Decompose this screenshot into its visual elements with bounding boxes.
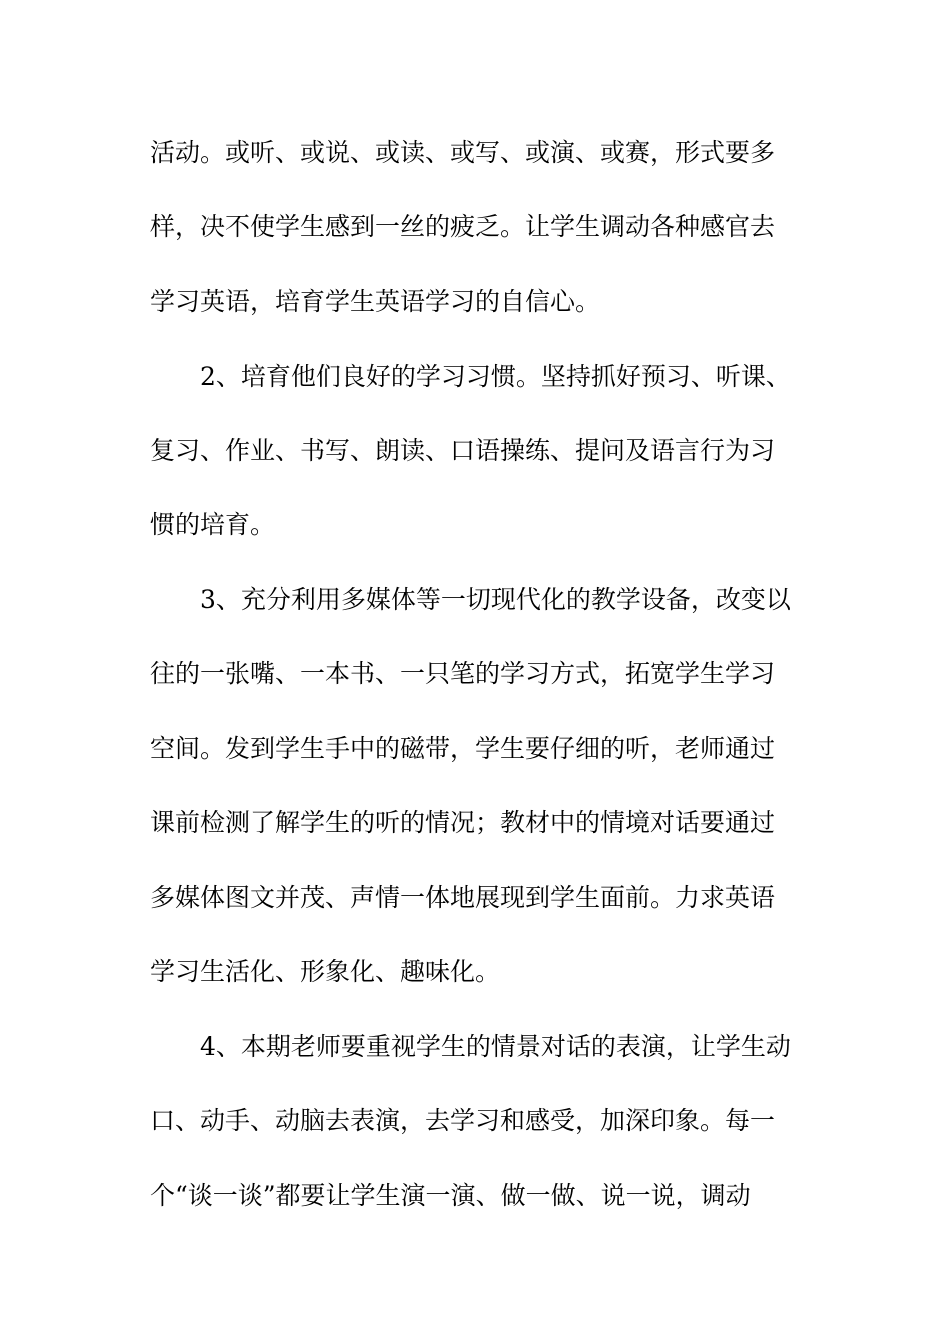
text-line: 学习英语，培育学生英语学习的自信心。 [150,287,601,316]
text-line: 多媒体图文并茂、声情一体地展现到学生面前。力求英语 [150,883,776,912]
text-line: 样，决不使学生感到一丝的疲乏。让学生调动各种感官去 [150,212,776,241]
text-line: 往的一张嘴、一本书、一只笔的学习方式，拓宽学生学习 [150,659,776,688]
text-line: 复习、作业、书写、朗读、口语操练、提问及语言行为习 [150,436,776,465]
text-line: 课前检测了解学生的听的情况；教材中的情境对话要通过 [150,808,776,837]
text-line: 空间。发到学生手中的磁带，学生要仔细的听，老师通过 [150,734,776,763]
text-line: 口、动手、动脑去表演，去学习和感受，加深印象。每一 [150,1106,776,1135]
text-line: 学习生活化、形象化、趣味化。 [150,957,501,986]
text-line: 个“谈一谈”都要让学生演一演、做一做、说一说，调动 [150,1181,751,1210]
paragraph-4-first-line: 4、本期老师要重视学生的情景对话的表演，让学生动 [200,1032,791,1061]
paragraph-2-first-line: 2、培育他们良好的学习习惯。坚持抓好预习、听课、 [200,362,791,391]
text-line: 活动。或听、或说、或读、或写、或演、或赛，形式要多 [150,138,776,167]
paragraph-3-first-line: 3、充分利用多媒体等一切现代化的教学设备，改变以 [200,585,791,614]
text-line: 惯的培育。 [150,510,276,539]
